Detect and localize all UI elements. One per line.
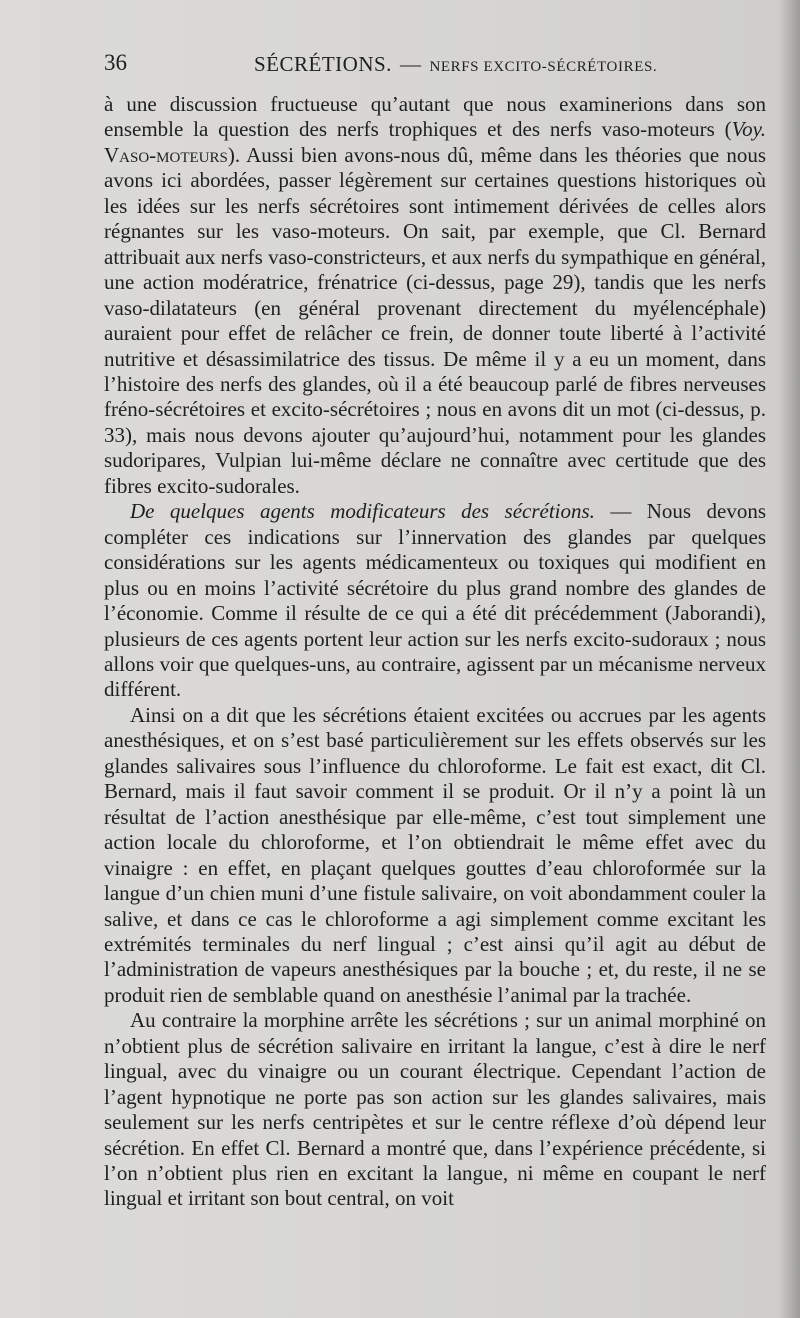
section-heading-agents-modificateurs: De quelques agents modificateurs des sécrétions. xyxy=(130,499,595,524)
paragraph-1 xyxy=(104,92,766,499)
paragraph-2 xyxy=(104,499,766,703)
running-head xyxy=(254,52,657,77)
body-text xyxy=(104,92,766,1212)
page-edge-shadow xyxy=(778,0,800,1318)
cross-reference-vaso-moteurs: Vaso-moteurs xyxy=(104,142,228,167)
paragraph-1-text-a: à une discussion fructueuse qu’autant que nous examinerions dans son ensemble la question des nerfs trophiques et des nerfs vaso-moteurs ( xyxy=(104,92,766,142)
paragraph-3: Ainsi on a dit que les sécrétions étaient excitées ou accrues par les agents anesthésiques, et on s’est basé particulièrement sur les effets observés sur les glandes salivaires sous l’influence du chloroforme. Le fait est exact, dit Cl. Bernard, mais il faut savoir comment il se produit. Or il n’y a point là un résultat de l’action anesthésique par elle-même, c’est tout simplement une action locale du chloroforme, et l’on obtiendrait le même effet avec du vinaigre : en effet, en plaçant quelques gouttes d’eau chloroformée sur la langue d’un chien muni d’une fistule salivaire, on voit abondamment couler la salive, et dans ce cas le chloroforme a agi simplement comme excitant les extrémités terminales du nerf lingual ; c’est ainsi qu’il agit au début de l’administration de vapeurs anesthésiques par la bouche ; et, du reste, il ne se produit rien de semblable quand on anesthésie l’animal par la trachée. xyxy=(104,702,766,1007)
page-header xyxy=(104,46,766,80)
paragraph-1-text-b: ). Aussi bien avons-nous dû, même dans les théories que nous avons ici abordées, passer légèrement sur certaines questions historiques où les idées sur les nerfs sécrétoires sont intimement dérivées de celles alors régnantes sur les vaso-moteurs. On sait, par exemple, que Cl. Bernard attribuait aux nerfs vaso-constricteurs, et aux nerfs du sympathique en général, une action modératrice, frénatrice (ci-dessus, page 29), tandis que les nerfs vaso-dilatateurs (en général provenant directement du myélencéphale) auraient pour effet de relâcher ce frein, de donner toute liberté à l’activité nutritive et désassimilatrice des tissus. De même il y a eu un moment, dans l’histoire des nerfs des glandes, où il a été beaucoup parlé de fibres nerveuses fréno-sécrétoires et excito-sécrétoires ; nous en avons dit un mot (ci-dessus, p. 33), mais nous devons ajouter qu’aujourd’hui, notamment pour les glandes sudoripares, Vulpian lui-même déclare ne connaître avec certitude que des fibres excito-sudorales. xyxy=(104,142,766,498)
voy-reference: Voy. xyxy=(731,117,766,142)
running-subtitle: NERFS EXCITO-SÉCRÉTOIRES. xyxy=(429,59,658,75)
running-title: SÉCRÉTIONS. xyxy=(254,52,392,76)
page-number: 36 xyxy=(104,50,127,75)
running-head-dash: — xyxy=(399,52,422,76)
paragraph-2-text: — Nous devons compléter ces indications sur l’innervation des glandes par quelques considérations sur les agents médicamenteux ou toxiques qui modifient en plus ou en moins l’activité sécrétoire du plus grand nombre des glandes de l’économie. Comme il résulte de ce qui a été dit précédemment (Jaborandi), plusieurs de ces agents portent leur action sur les nerfs excito-sudoraux ; nous allons voir que quelques-uns, au contraire, agissent par un mécanisme nerveux différent. xyxy=(104,499,766,702)
paragraph-4: Au contraire la morphine arrête les sécrétions ; sur un animal morphiné on n’obtient plus de sécrétion salivaire en irritant la langue, c’est à dire le nerf lingual, avec du vinaigre ou un courant électrique. Cependant l’action de l’agent hypnotique ne porte pas son action sur les glandes salivaires, mais seulement sur les nerfs centripètes et sur le centre réflexe d’où dépend leur sécrétion. En effet Cl. Bernard a montré que, dans l’expérience précédente, si l’on n’obtient plus rien en excitant la langue, ni même en coupant le nerf lingual et irritant son bout central, on voit xyxy=(104,1008,766,1211)
